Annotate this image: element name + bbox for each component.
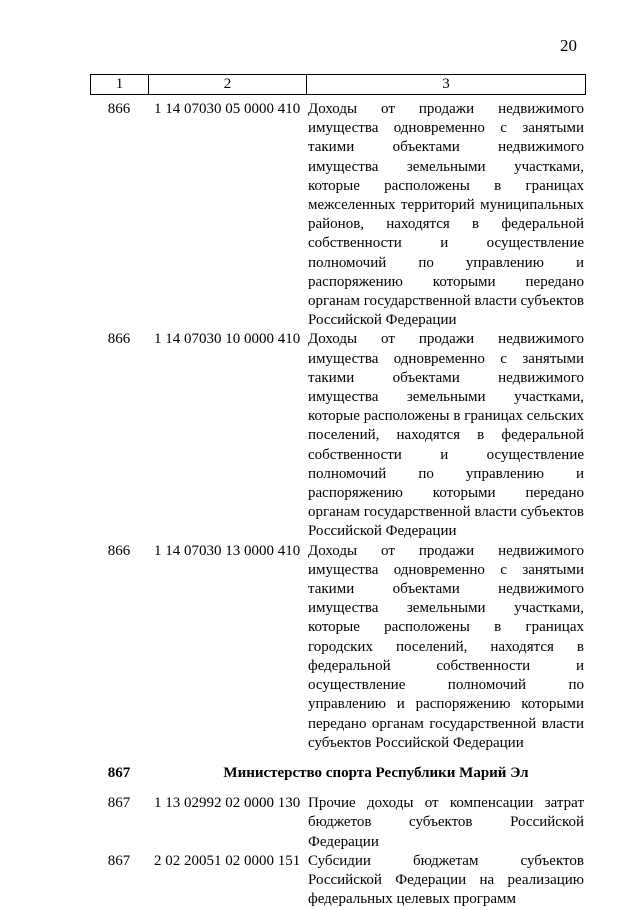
revenue-code-cell: 1 14 07030 05 0000 410 — [154, 101, 301, 117]
table-row — [90, 542, 584, 753]
ministry-heading-row — [90, 764, 584, 783]
table-row — [90, 852, 584, 909]
admin-code-cell: 867 — [107, 795, 131, 812]
header-col-1: 1 — [91, 75, 149, 94]
revenue-code-cell: 1 14 07030 10 0000 410 — [154, 331, 301, 348]
admin-code-cell: 866 — [107, 542, 131, 559]
description-cell: Субсидии бюджетам субъектов Российской Федерации на реализацию федеральных целевых программ — [308, 852, 584, 908]
admin-code-cell: 866 — [107, 101, 131, 117]
table-body — [90, 100, 584, 909]
table-row — [90, 100, 584, 330]
description-cell: Доходы от продажи недвижимого имущества одновременно с занятыми такими объектами недвижимого имущества земельными участками, которые расположены в границах сельских поселений, находятся в федеральной собственности и осуществление полномочий по управлению и распоряжению которыми передано органам государственной власти субъектов Российской Федерации — [308, 331, 584, 540]
ministry-code: 867 — [107, 764, 131, 781]
header-col-2: 2 — [149, 75, 307, 94]
admin-code-cell: 867 — [107, 852, 131, 869]
revenue-code-cell: 2 02 20051 02 0000 151 — [154, 852, 301, 869]
table-row — [90, 330, 584, 541]
page-number: 20 — [560, 36, 577, 55]
revenue-code-cell: 1 14 07030 13 0000 410 — [154, 542, 301, 559]
table-row — [90, 794, 584, 852]
ministry-name: Министерство спорта Республики Марий Эл — [223, 764, 529, 781]
description-cell: Доходы от продажи недвижимого имущества одновременно с занятыми такими объектами недвижимого имущества земельными участками, которые расположены в границах городских поселений, находятся в федеральной собственности и осуществление полномочий по управлению и распоряжению которыми передано органам государственной власти субъектов Российской Федерации — [308, 542, 584, 751]
description-cell: Доходы от продажи недвижимого имущества одновременно с занятыми такими объектами недвижимого имущества земельными участками, которые расположены в границах межселенных территорий муниципальных районов, находятся в федеральной собственности и осуществление полномочий по управлению и распоряжению которыми передано органам государственной власти субъектов Российской Федерации — [308, 101, 584, 329]
table-header-row — [90, 74, 586, 95]
revenue-code-cell: 1 13 02992 02 0000 130 — [154, 795, 301, 812]
admin-code-cell: 866 — [107, 331, 131, 348]
header-col-3: 3 — [442, 76, 450, 92]
description-cell: Прочие доходы от компенсации затрат бюджетов субъектов Российской Федерации — [308, 795, 584, 850]
